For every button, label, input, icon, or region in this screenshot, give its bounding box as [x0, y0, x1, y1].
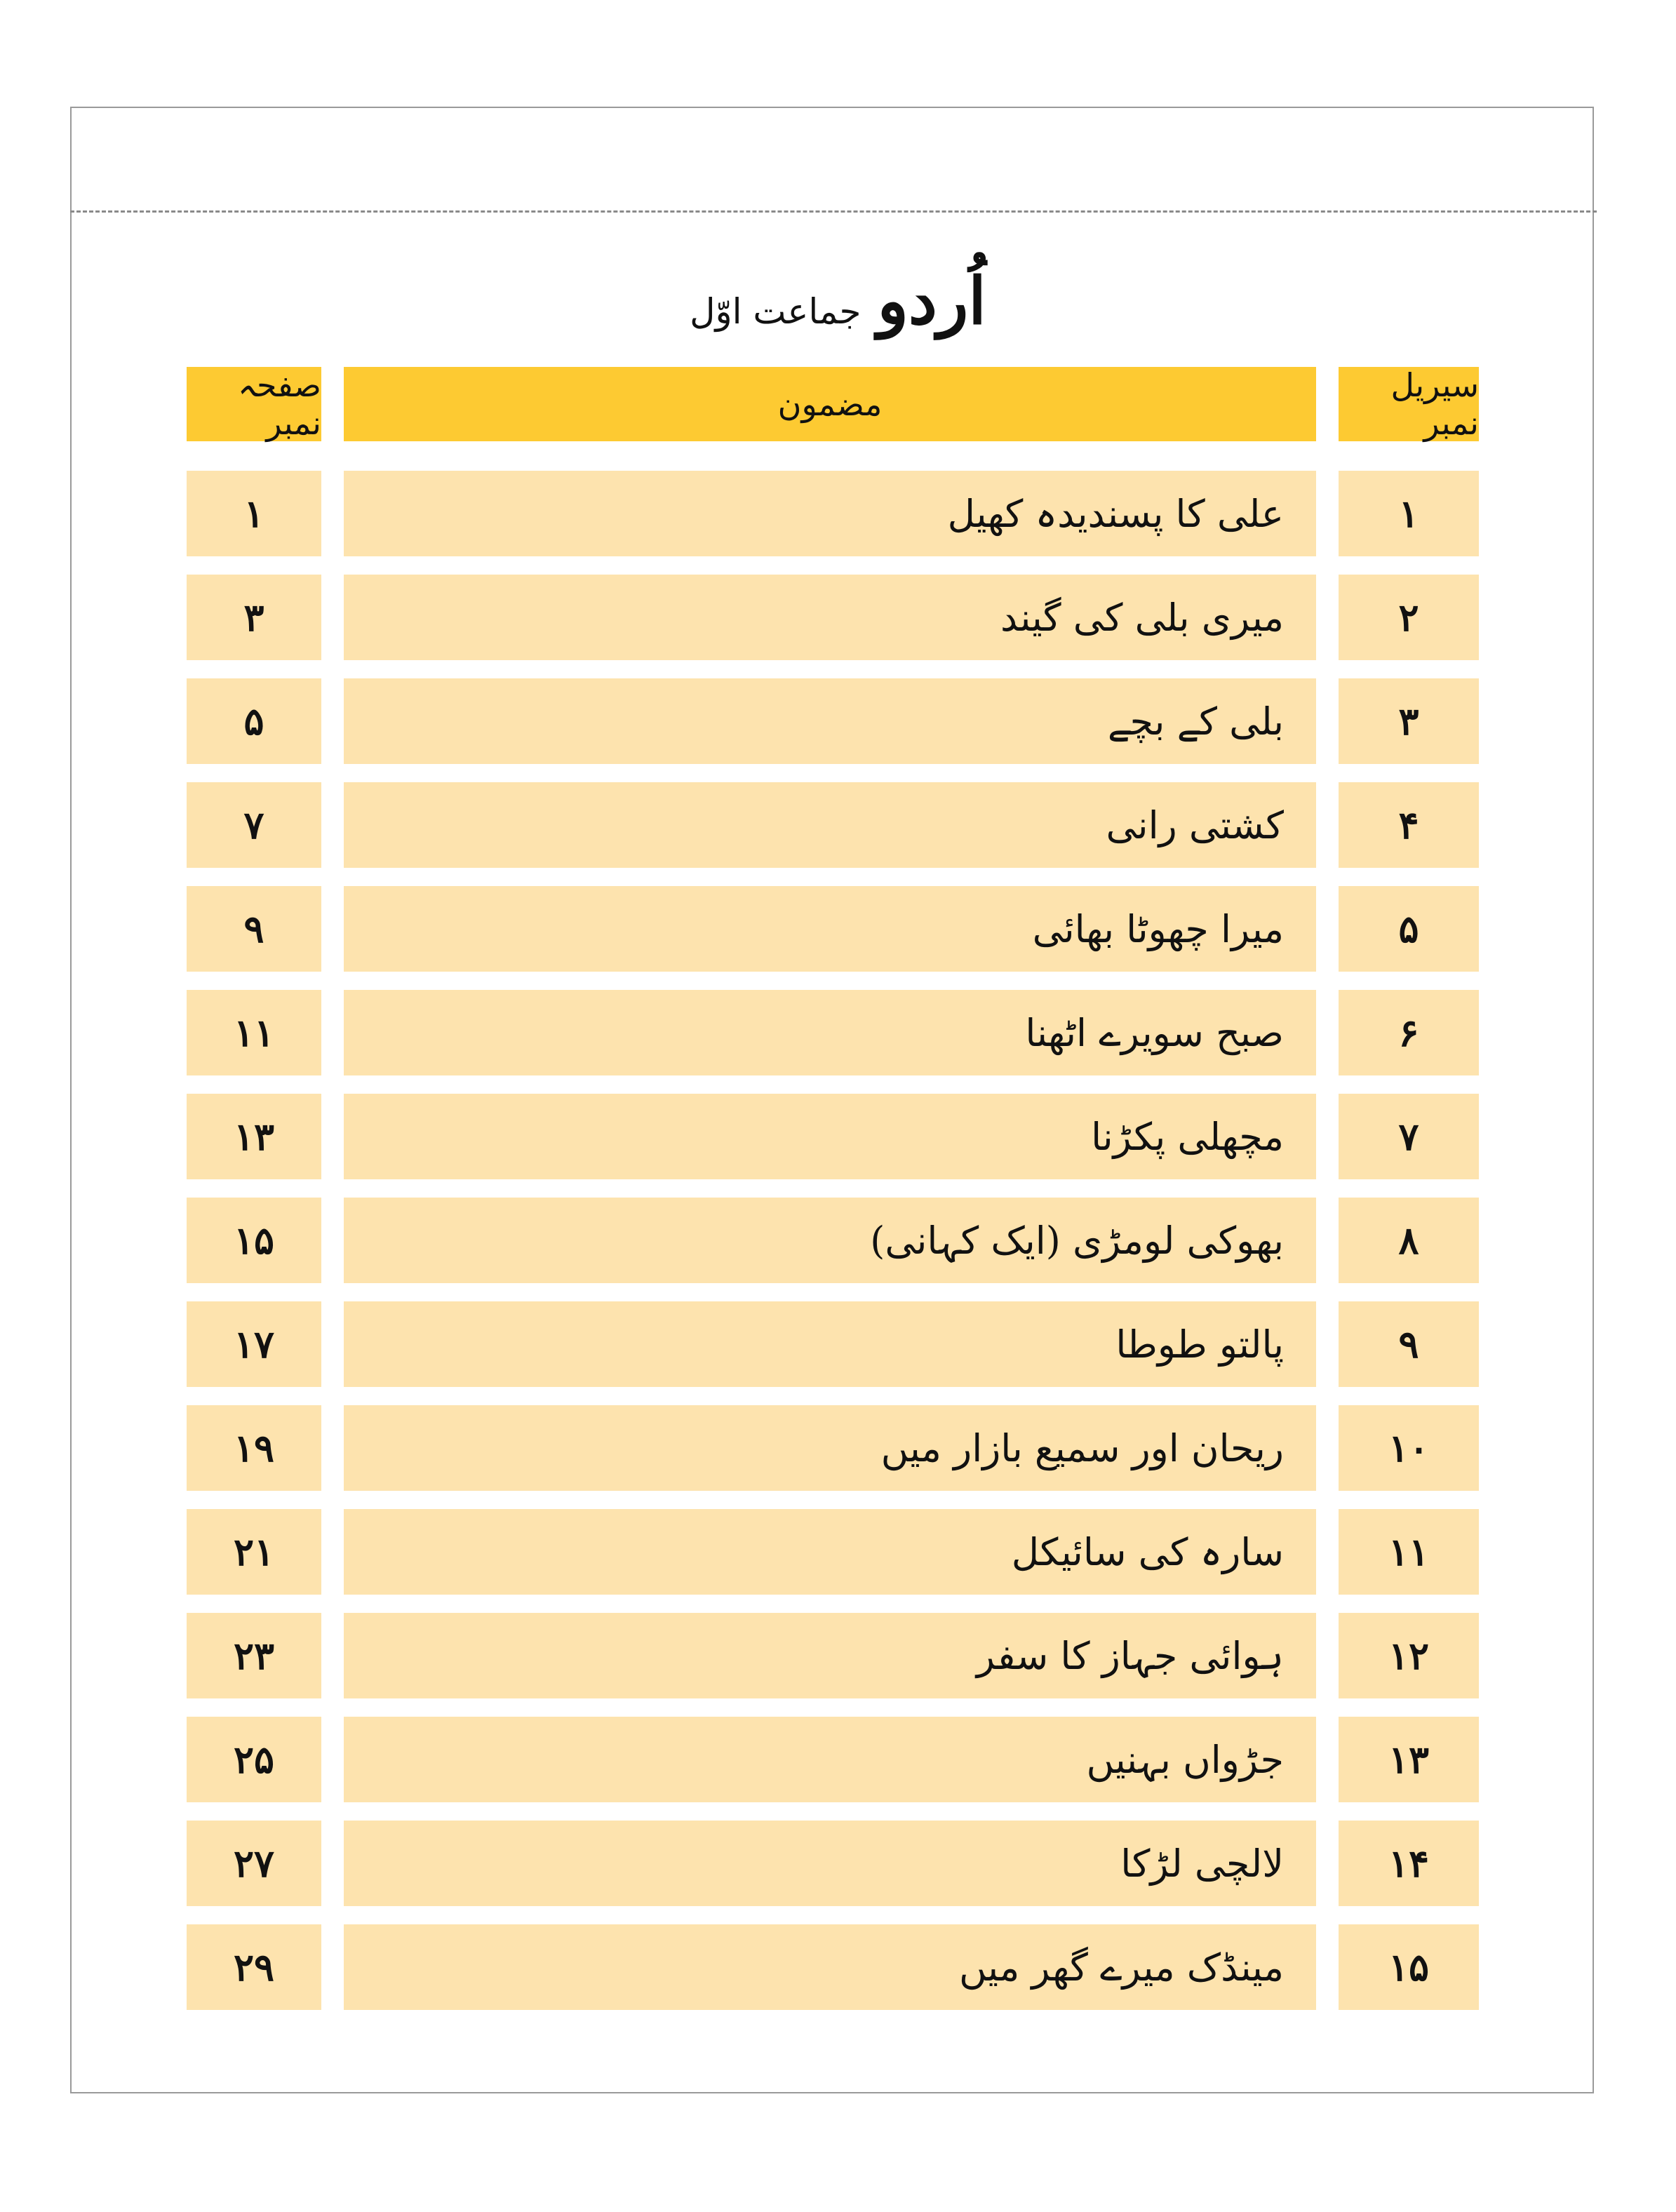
title-sub: جماعت اوّل: [690, 291, 862, 332]
topic-cell: لالچی لڑکا: [344, 1821, 1316, 1906]
topic-cell: کشتی رانی: [344, 782, 1316, 868]
serial-number-cell: ۸: [1339, 1198, 1479, 1283]
serial-number-cell: ۱۴: [1339, 1821, 1479, 1906]
serial-number-cell: ۲: [1339, 575, 1479, 660]
serial-number-cell: ۶: [1339, 990, 1479, 1075]
topic-cell: بھوکی لومڑی (ایک کہانی): [344, 1198, 1316, 1283]
page-number-cell: ۲۱: [187, 1509, 321, 1595]
header-topic: مضمون: [344, 367, 1316, 441]
serial-number-cell: ۱۰: [1339, 1405, 1479, 1491]
page-number-cell: ۱۳: [187, 1094, 321, 1179]
title-main: اُردو: [877, 263, 986, 339]
serial-number-cell: ۷: [1339, 1094, 1479, 1179]
topic-cell: میرا چھوٹا بھائی: [344, 886, 1316, 972]
topic-cell: ہوائی جہاز کا سفر: [344, 1613, 1316, 1698]
page-number-cell: ۳: [187, 575, 321, 660]
page-number-cell: ۲۷: [187, 1821, 321, 1906]
page-number-cell: ۱۷: [187, 1301, 321, 1387]
serial-number-cell: ۳: [1339, 678, 1479, 764]
topic-cell: ریحان اور سمیع بازار میں: [344, 1405, 1316, 1491]
serial-number-cell: ۱۳: [1339, 1717, 1479, 1802]
header-page-number: صفحہ نمبر: [187, 367, 321, 441]
page-number-cell: ۲۳: [187, 1613, 321, 1698]
serial-number-cell: ۴: [1339, 782, 1479, 868]
header-serial-number: سیریل نمبر: [1339, 367, 1479, 441]
page-number-cell: ۹: [187, 886, 321, 972]
dashed-divider: [70, 210, 1597, 213]
topic-cell: میری بلی کی گیند: [344, 575, 1316, 660]
serial-number-cell: ۱۲: [1339, 1613, 1479, 1698]
topic-cell: صبح سویرے اٹھنا: [344, 990, 1316, 1075]
topic-cell: بلی کے بچے: [344, 678, 1316, 764]
serial-number-cell: ۱۵: [1339, 1924, 1479, 2010]
page-number-cell: ۲۵: [187, 1717, 321, 1802]
topic-cell: جڑواں بہنیں: [344, 1717, 1316, 1802]
serial-number-cell: ۱: [1339, 471, 1479, 556]
topic-cell: علی کا پسندیدہ کھیل: [344, 471, 1316, 556]
serial-number-cell: ۱۱: [1339, 1509, 1479, 1595]
page-number-cell: ۱۹: [187, 1405, 321, 1491]
page-number-cell: ۵: [187, 678, 321, 764]
page-number-cell: ۱: [187, 471, 321, 556]
topic-cell: مچھلی پکڑنا: [344, 1094, 1316, 1179]
serial-number-cell: ۹: [1339, 1301, 1479, 1387]
page-title: [0, 263, 1676, 339]
topic-cell: مینڈک میرے گھر میں: [344, 1924, 1316, 2010]
page-number-cell: ۷: [187, 782, 321, 868]
page-number-cell: ۲۹: [187, 1924, 321, 2010]
contents-table: [187, 367, 1479, 2010]
topic-cell: سارہ کی سائیکل: [344, 1509, 1316, 1595]
topic-cell: پالتو طوطا: [344, 1301, 1316, 1387]
page-number-cell: ۱۱: [187, 990, 321, 1075]
page-number-cell: ۱۵: [187, 1198, 321, 1283]
serial-number-cell: ۵: [1339, 886, 1479, 972]
